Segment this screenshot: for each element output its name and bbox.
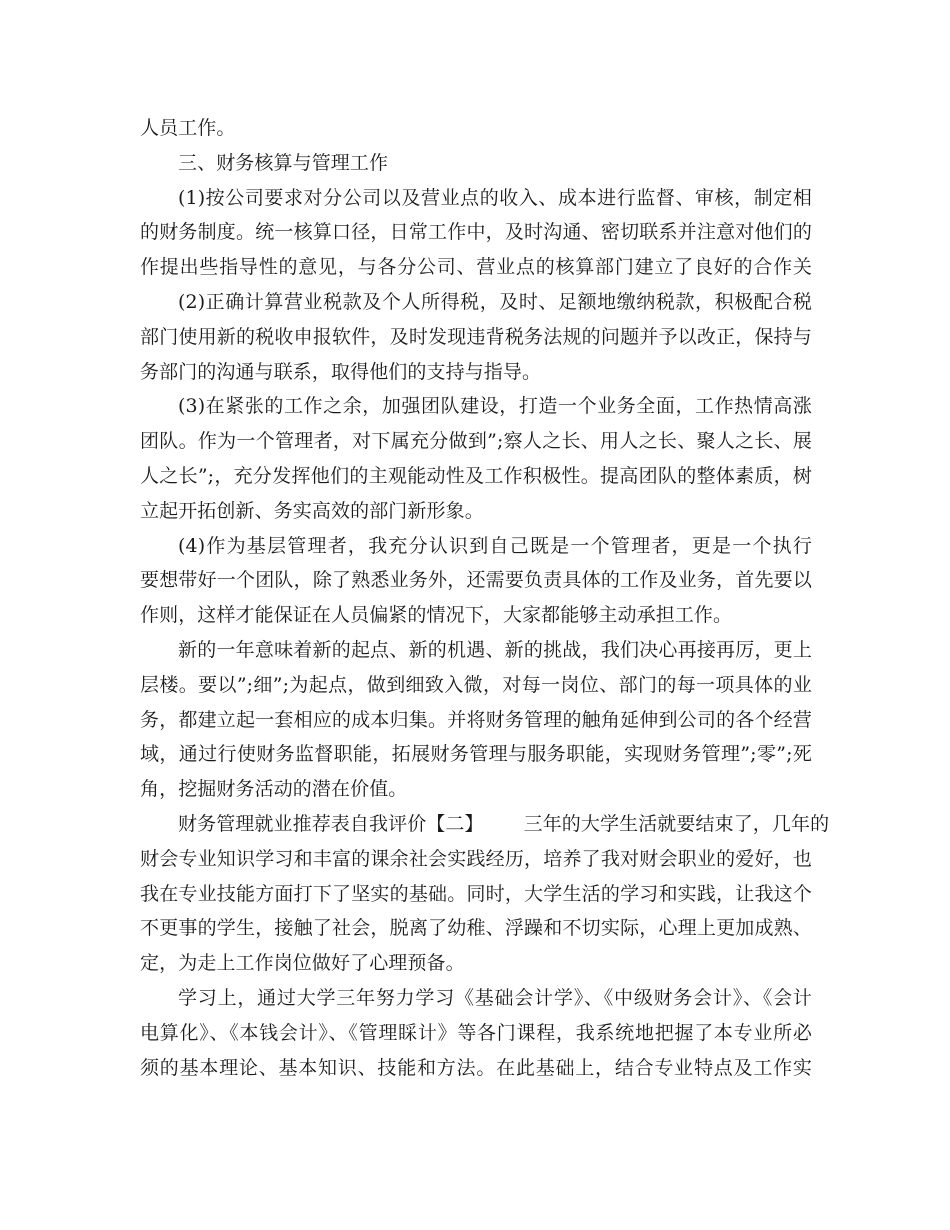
- text-line: 定，为走上工作岗位做好了心理预备。: [140, 952, 465, 975]
- text-line: 不更事的学生，接触了社会，脱离了幼稚、浮躁和不切实际，心理上更加成熟、: [140, 917, 812, 940]
- text-line: 人员工作。: [140, 117, 236, 139]
- text-line: 学习上，通过大学三年努力学习《基础会计学》、《中级财务会计》、《会计: [178, 986, 812, 1009]
- text-line: 部门使用新的税收申报软件，及时发现违背税务法规的问题并予以改正，保持与: [140, 325, 812, 348]
- text-line: 务部门的沟通与联系，取得他们的支持与指导。: [140, 360, 542, 383]
- text-line: (1)按公司要求对分公司以及营业点的收入、成本进行监督、审核，制定相: [178, 186, 812, 209]
- text-line: (2)正确计算营业税款及个人所得税，及时、足额地缴纳税款，积极配合税: [178, 290, 812, 313]
- text-line: 层楼。要以”;细”;为起点，做到细致入微，对每一岗位、部门的每一项具体的业: [140, 673, 812, 696]
- text-line: 人之长”;，充分发挥他们的主观能动性及工作积极性。提高团队的整体素质，树: [140, 464, 812, 487]
- text-line: 须的基本理论、基本知识、技能和方法。在此基础上，结合专业特点及工作实: [140, 1056, 812, 1079]
- text-line: (3)在紧张的工作之余，加强团队建设，打造一个业务全面，工作热情高涨: [178, 395, 812, 418]
- text-line: (4)作为基层管理者，我充分认识到自己既是一个管理者，更是一个执行: [178, 534, 812, 557]
- heading-line: [140, 807, 830, 842]
- text-line: 财会专业知识学习和丰富的课余社会实践经历，培养了我对财会职业的爱好，也: [140, 847, 812, 870]
- text-line: 立起开拓创新、务实高效的部门新形象。: [140, 499, 484, 522]
- text-line: 团队。作为一个管理者，对下属充分做到”;察人之长、用人之长、聚人之长、展: [140, 430, 812, 453]
- text-line: 的财务制度。统一核算口径，日常工作中，及时沟通、密切联系并注意对他们的: [140, 221, 812, 244]
- text-line: 三年的大学生活就要结束了，几年的: [523, 812, 830, 835]
- text-line: 我在专业技能方面打下了坚实的基础。同时，大学生活的学习和实践，让我这个: [140, 882, 812, 905]
- text-line: 电算化》、《本钱会计》、《管理睬计》等各门课程，我系统地把握了本专业所必: [140, 1021, 812, 1044]
- text-line: 作则，这样才能保证在人员偏紧的情况下，大家都能够主动承担工作。: [140, 604, 733, 627]
- text-line: 务，都建立起一套相应的成本归集。并将财务管理的触角延伸到公司的各个经营: [140, 708, 812, 731]
- document-body: [140, 111, 830, 1085]
- section-heading: 三、财务核算与管理工作: [178, 151, 389, 174]
- text-line: 新的一年意味着新的起点、新的机遇、新的挑战，我们决心再接再厉，更上: [178, 638, 812, 661]
- text-line: 角，挖掘财务活动的潜在价值。: [140, 778, 408, 801]
- text-line: 要想带好一个团队，除了熟悉业务外，还需要负责具体的工作及业务，首先要以: [140, 569, 812, 592]
- section-title: 财务管理就业推荐表自我评价【二】: [178, 812, 484, 835]
- text-line: 作提出些指导性的意见，与各分公司、营业点的核算部门建立了良好的合作关: [140, 256, 812, 279]
- text-line: 域，通过行使财务监督职能，拓展财务管理与服务职能，实现财务管理”;零”;死: [140, 743, 812, 766]
